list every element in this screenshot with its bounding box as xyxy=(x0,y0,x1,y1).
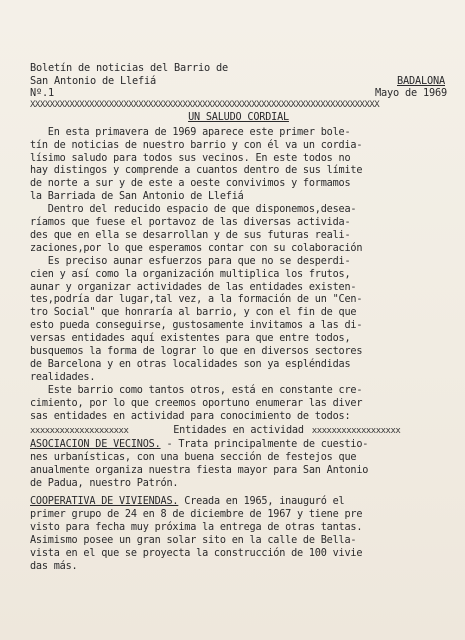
greeting-line: esto pueda conseguirse, gustosamente invitamos a las di- xyxy=(30,320,363,332)
neighbors-first-line xyxy=(30,439,447,452)
greeting-line: zaciones,por lo que esperamos contar con su colaboración xyxy=(30,242,363,254)
greeting-line: ríamos que fuese el portavoz de las diversas activida- xyxy=(30,217,351,229)
greeting-line: de norte a sur y de este a oeste convivimos y formamos xyxy=(30,178,351,190)
greeting-title-text: UN SALUDO CORDIAL xyxy=(188,111,289,123)
greeting-line: de Barcelona y en otras localidades son ya espléndidas xyxy=(30,359,351,370)
bulletin-title-line-2: San Antonio de Llefiá xyxy=(30,74,156,87)
greeting-line: tes,podría dar lugar,tal vez, a la formación de un "Cen- xyxy=(30,294,363,306)
housing-line: vista en el que se proyecta la construcción de 100 vivie xyxy=(30,547,363,559)
neighbors-line: nes urbanísticas, con una buena sección de festejos que xyxy=(30,452,357,464)
greeting-line: hay distingos y comprende a cuantos dentro de sus límite xyxy=(30,165,363,177)
greeting-line: realidades. xyxy=(30,371,96,383)
greeting-line: sas entidades en actividad para conocimiento de todos: xyxy=(30,410,351,422)
greeting-line: Este barrio como tantos otros, está en constante cre- xyxy=(30,384,363,396)
housing-heading: COOPERATIVA DE VIVIENDAS. xyxy=(30,496,179,508)
greeting-line: lísimo saludo para todos sus vecinos. En este todos no xyxy=(30,152,351,164)
greeting-line: Es preciso aunar esfuerzos para que no se desperdi- xyxy=(30,255,351,267)
housing-first-line xyxy=(30,496,447,509)
header-row-2 xyxy=(30,75,447,88)
greeting-line: cien y así como la organización multiplica los frutos, xyxy=(30,268,351,280)
greeting-body xyxy=(30,127,447,424)
greeting-line: la Barriada de San Antonio de Llefiá xyxy=(30,191,244,203)
greeting-line: tro Social" que honraría al barrio, y con el fin de que xyxy=(30,307,357,319)
greeting-title xyxy=(30,112,447,125)
greeting-line: des que en ella se desarrollan y de sus futuras reali- xyxy=(30,229,351,241)
neighbors-association xyxy=(30,439,447,491)
housing-line: Creada en 1965, inauguró el xyxy=(178,496,345,508)
issue-row xyxy=(30,87,447,100)
entities-rule-right: xxxxxxxxxxxxxxxxxx xyxy=(311,425,401,436)
housing-cooperative xyxy=(30,496,447,573)
issue-date: Mayo de 1969 xyxy=(375,87,447,100)
housing-line: visto para fecha muy próxima la entrega de otras tantas. xyxy=(30,521,363,533)
issue-number: Nº.1 xyxy=(30,87,54,100)
greeting-line: tín de noticias de nuestro barrio y con él va un cordia- xyxy=(30,139,363,151)
entities-header xyxy=(30,425,447,438)
housing-line: primer grupo de 24 en 8 de diciembre de 1967 y tiene pre xyxy=(30,508,363,520)
neighbors-line: - Trata principalmente de cuestio- xyxy=(160,439,369,451)
greeting-line: versas entidades aquí existentes para que entre todos, xyxy=(30,333,351,345)
greeting-line: cimiento, por lo que creemos oportuno enumerar las diver xyxy=(30,397,363,409)
housing-line: Asimismo posee un gran solar sito en la calle de Bella- xyxy=(30,534,357,546)
greeting-line: En esta primavera de 1969 aparece este primer bole- xyxy=(30,126,351,138)
entities-title: Entidades en actividad xyxy=(173,424,304,436)
housing-line: das más. xyxy=(30,560,78,572)
header-divider: XXXXXXXXXXXXXXXXXXXXXXXXXXXXXXXXXXXXXXXXXXXXXXXXXXXXXXXXXXXXXXXXXXXXXXX xyxy=(30,99,380,110)
neighbors-line: de Padua, nuestro Patrón. xyxy=(30,478,179,490)
greeting-line: Dentro del reducido espacio de que disponemos,desea- xyxy=(30,204,357,216)
greeting-line: busquemos la forma de lograr lo que en diversos sectores xyxy=(30,346,363,358)
neighbors-line: anualmente organiza nuestra fiesta mayor para San Antonio xyxy=(30,465,369,477)
city-name: BADALONA xyxy=(397,74,445,87)
neighbors-heading: ASOCIACION DE VECINOS. xyxy=(30,439,161,451)
greeting-line: aunar y organizar actividades de las entidades existen- xyxy=(30,281,357,293)
bulletin-title-line-1: Boletín de noticias del Barrio de xyxy=(30,62,228,74)
entities-rule-left: xxxxxxxxxxxxxxxxxxxx xyxy=(30,425,129,436)
